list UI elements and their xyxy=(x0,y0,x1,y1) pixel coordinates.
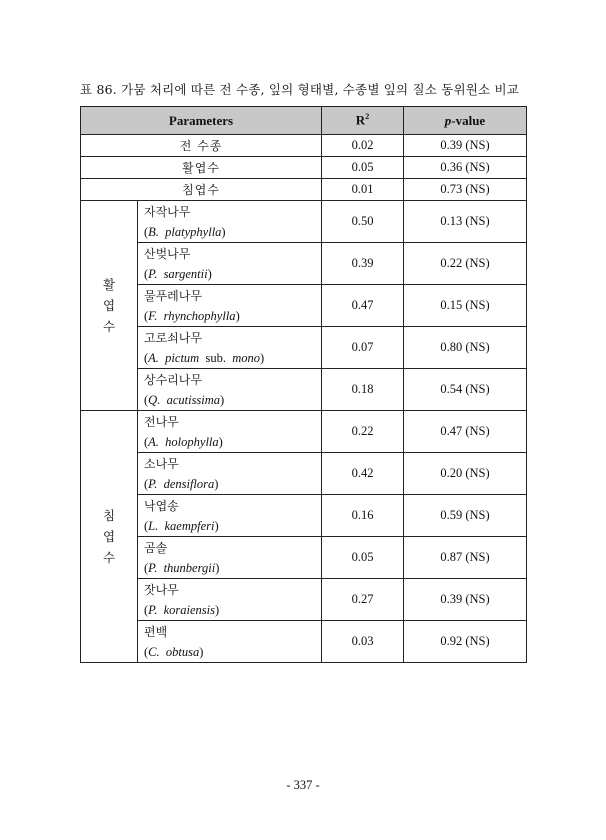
species-cell xyxy=(138,495,322,537)
species-cell xyxy=(138,621,322,663)
korean-name: 고로쇠나무 xyxy=(144,330,202,345)
r2-value: 0.47 xyxy=(322,285,404,327)
scientific-name-part: mono xyxy=(232,350,260,365)
species-cell xyxy=(138,327,322,369)
p-value: 0.92 (NS) xyxy=(404,621,527,663)
scientific-name xyxy=(144,306,321,326)
species-cell xyxy=(138,537,322,579)
p-value: 0.36 (NS) xyxy=(404,157,527,179)
summary-label: 전 수종 xyxy=(81,135,322,157)
p-value: 0.59 (NS) xyxy=(404,495,527,537)
table-row xyxy=(81,201,527,243)
species-cell xyxy=(138,579,322,621)
p-value: 0.39 (NS) xyxy=(404,579,527,621)
table-row xyxy=(81,495,527,537)
p-value: 0.20 (NS) xyxy=(404,453,527,495)
table-row xyxy=(81,579,527,621)
table-row xyxy=(81,369,527,411)
scientific-name-part: sub. xyxy=(199,350,233,365)
summary-row xyxy=(81,135,527,157)
table-header-row xyxy=(81,107,527,135)
scientific-name-part: ) xyxy=(215,560,220,575)
scientific-name-part: ) xyxy=(220,392,225,407)
p-value: 0.54 (NS) xyxy=(404,369,527,411)
species-cell xyxy=(138,243,322,285)
r2-value: 0.42 xyxy=(322,453,404,495)
summary-row xyxy=(81,157,527,179)
scientific-name-part: ( xyxy=(144,266,149,281)
species-cell xyxy=(138,201,322,243)
table-row xyxy=(81,411,527,453)
scientific-name-part: ( xyxy=(144,308,149,323)
summary-row xyxy=(81,179,527,201)
scientific-name xyxy=(144,432,321,452)
scientific-name xyxy=(144,642,321,662)
r2-superscript: 2 xyxy=(365,112,370,122)
scientific-name-part: ( xyxy=(144,602,149,617)
scientific-name-part: ( xyxy=(144,350,149,365)
r2-value: 0.05 xyxy=(322,537,404,579)
scientific-name-part: Q. acutissima xyxy=(148,392,221,407)
scientific-name xyxy=(144,264,321,284)
scientific-name-part: ) xyxy=(235,308,240,323)
scientific-name xyxy=(144,390,321,410)
summary-label: 활엽수 xyxy=(81,157,322,179)
table-row xyxy=(81,285,527,327)
korean-name: 편백 xyxy=(144,624,168,639)
group-label: 침 엽 수 xyxy=(81,411,138,663)
r2-label: R xyxy=(355,112,366,128)
species-cell xyxy=(138,411,322,453)
table-row xyxy=(81,621,527,663)
r2-value: 0.03 xyxy=(322,621,404,663)
scientific-name-part: P. sargentii xyxy=(148,266,208,281)
table-row xyxy=(81,327,527,369)
scientific-name-part: F. rhynchophylla xyxy=(148,308,236,323)
r2-value: 0.01 xyxy=(322,179,404,201)
korean-name: 산벚나무 xyxy=(144,246,191,261)
p-value: 0.13 (NS) xyxy=(404,201,527,243)
scientific-name-part: ( xyxy=(144,560,149,575)
scientific-name-part: A. pictum xyxy=(148,350,200,365)
korean-name: 잣나무 xyxy=(144,582,179,597)
species-cell xyxy=(138,453,322,495)
p-label: p xyxy=(444,112,452,128)
scientific-name-part: P. koraiensis xyxy=(148,602,215,617)
value-label: -value xyxy=(451,112,486,128)
r2-value: 0.50 xyxy=(322,201,404,243)
korean-name: 낙엽송 xyxy=(144,498,179,513)
scientific-name-part: ) xyxy=(260,350,265,365)
r2-value: 0.39 xyxy=(322,243,404,285)
p-value: 0.22 (NS) xyxy=(404,243,527,285)
scientific-name-part: P. thunbergii xyxy=(148,560,216,575)
table-caption: 표 86. 가뭄 처리에 따른 전 수종, 잎의 형태별, 수종별 잎의 질소 동위원소 비교 xyxy=(80,82,520,97)
korean-name: 상수리나무 xyxy=(144,372,202,387)
scientific-name xyxy=(144,516,321,536)
p-value: 0.73 (NS) xyxy=(404,179,527,201)
group-label: 활 엽 수 xyxy=(81,201,138,411)
scientific-name xyxy=(144,348,321,368)
scientific-name xyxy=(144,558,321,578)
species-cell xyxy=(138,285,322,327)
korean-name: 물푸레나무 xyxy=(144,288,202,303)
scientific-name-part: ) xyxy=(214,476,219,491)
page-number: - 337 - xyxy=(286,778,320,792)
r2-value: 0.22 xyxy=(322,411,404,453)
scientific-name xyxy=(144,474,321,494)
scientific-name-part: B. platyphylla xyxy=(148,224,222,239)
scientific-name-part: ) xyxy=(214,602,220,617)
scientific-name-part: ) xyxy=(214,518,219,533)
scientific-name-part: A. holophylla xyxy=(148,434,219,449)
p-value: 0.47 (NS) xyxy=(404,411,527,453)
scientific-name xyxy=(144,600,321,620)
r2-value: 0.27 xyxy=(322,579,404,621)
isotope-comparison-table xyxy=(80,106,527,663)
scientific-name-part: ( xyxy=(144,224,149,239)
korean-name: 소나무 xyxy=(144,456,179,471)
scientific-name-part: ( xyxy=(144,518,149,533)
scientific-name-part: ( xyxy=(144,476,149,491)
scientific-name-part: ) xyxy=(199,644,204,659)
korean-name: 자작나무 xyxy=(144,204,191,219)
scientific-name-part: P. densiflora xyxy=(148,476,215,491)
scientific-name-part: ( xyxy=(144,392,149,407)
scientific-name-part: ) xyxy=(221,224,226,239)
scientific-name-part: ( xyxy=(144,434,149,449)
p-value: 0.80 (NS) xyxy=(404,327,527,369)
header-p-value xyxy=(404,107,527,135)
p-value: 0.15 (NS) xyxy=(404,285,527,327)
scientific-name-part: L. kaempferi xyxy=(148,518,215,533)
scientific-name-part: ) xyxy=(207,266,212,281)
r2-value: 0.07 xyxy=(322,327,404,369)
korean-name: 전나무 xyxy=(144,414,179,429)
scientific-name-part: ) xyxy=(218,434,223,449)
scientific-name-part: C. obtusa xyxy=(148,644,200,659)
p-value: 0.39 (NS) xyxy=(404,135,527,157)
scientific-name xyxy=(144,222,321,242)
table-row xyxy=(81,537,527,579)
scientific-name-part: ( xyxy=(144,644,149,659)
r2-value: 0.18 xyxy=(322,369,404,411)
header-r2 xyxy=(322,107,404,135)
korean-name: 곰솔 xyxy=(144,540,168,555)
r2-value: 0.16 xyxy=(322,495,404,537)
species-cell xyxy=(138,369,322,411)
table-row xyxy=(81,243,527,285)
r2-value: 0.05 xyxy=(322,157,404,179)
header-parameters: Parameters xyxy=(81,107,322,135)
r2-value: 0.02 xyxy=(322,135,404,157)
p-value: 0.87 (NS) xyxy=(404,537,527,579)
table-row xyxy=(81,453,527,495)
summary-label: 침엽수 xyxy=(81,179,322,201)
